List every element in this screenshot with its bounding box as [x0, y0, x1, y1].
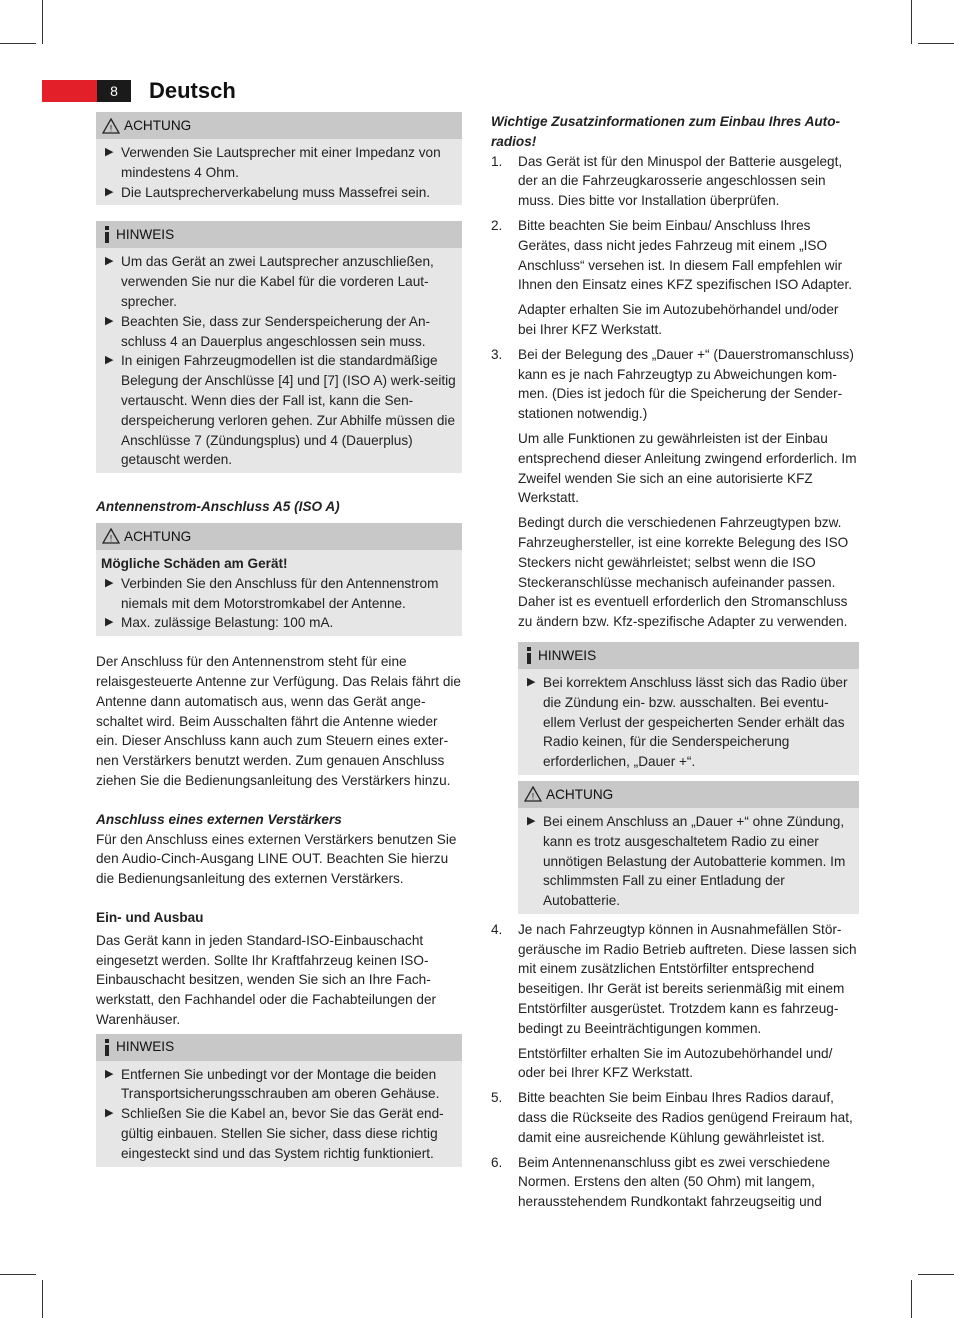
- arrow-bullet-icon: ▶: [527, 814, 536, 827]
- section-heading: Anschluss eines externen Verstärkers: [96, 811, 342, 827]
- left-column: [96, 112, 462, 1183]
- warning-triangle-icon: [102, 118, 120, 134]
- list-item: ▶ Beachten Sie, dass zur Senderspeicherung der An-schluss 4 an Dauerplus angeschlossen sein muss.: [101, 312, 457, 352]
- svg-text:!: !: [109, 533, 113, 544]
- note-box-header: [96, 221, 462, 248]
- crop-mark: [0, 43, 36, 44]
- section-heading: Wichtige Zusatzinformationen zum Einbau Ihres Auto-radios!: [491, 114, 841, 149]
- svg-text:!: !: [109, 123, 113, 133]
- box-label: ACHTUNG: [546, 786, 614, 802]
- page-title: Deutsch: [149, 78, 236, 103]
- box-label: ACHTUNG: [124, 117, 192, 133]
- warning-box: [518, 781, 859, 914]
- info-icon: [102, 1039, 112, 1056]
- arrow-bullet-icon: ▶: [105, 185, 114, 198]
- arrow-bullet-icon: ▶: [105, 1067, 114, 1080]
- warning-box-header: [518, 781, 859, 808]
- list-item: 4. Je nach Fahrzeugtyp können in Ausnahmefällen Stör-geräusche im Radio Betrieb auftreten. Diese lassen sich mit einem zusätzlichen Entstörfilter entsprechend beseitigen. Ihr Gerät ist bereits serienmäßig mit einem Entstörfilter ausgerüstet. Trotzdem kann es fahrzeug-bedingt zu Beeinträchtigungen kommen. Entstörfilter erhalten Sie im Autozubehörhandel und/ oder bei Ihrer KFZ Werkstatt.: [491, 921, 857, 1081]
- list-item: 2. Bitte beachten Sie beim Einbau/ Anschluss Ihres Gerätes, dass nicht jedes Fahrzeug mit einem „ISO Anschluss“ versehen ist. In diesem Fall empfehlen wir Ihnen den Einsatz eines KFZ spezifischen ISO Adapter. Adapter erhalten Sie im Autozubehörhandel und/oder bei Ihrer KFZ Werkstatt.: [491, 217, 852, 337]
- info-icon: [524, 647, 534, 664]
- list-item: ▶ Verbinden Sie den Anschluss für den Antennenstrom niemals mit dem Motorstromkabel der Antenne.: [101, 574, 457, 614]
- crop-mark: [918, 43, 954, 44]
- box-subtitle: Mögliche Schäden am Gerät!: [101, 555, 288, 571]
- list-item: 3. Bei der Belegung des „Dauer +“ (Dauerstromanschluss) kann es je nach Fahrzeugtyp zu Abweichungen kom-men. (Dies ist jedoch für die Speicherung der Sender-stationen notwendig.) Um alle Funktionen zu gewährleisten ist der Einbau entsprechend dieser Anleitung zwingend erforderlich. Im Zweifel wenden Sie sich an eine autorisierte KFZ Werkstatt. Bedingt durch die verschiedenen Fahrzeugtypen bzw. Fahrzeughersteller, ist eine korrekte Belegung des ISO Steckers nicht gewährleistet; selbst wenn die ISO Steckeranschlüsse mechanisch aufeinander passen. Daher ist es eventuell erforderlich den Stromanschluss zu ändern bzw. Kfz-spezifische Adapter zu verwenden.: [491, 346, 857, 630]
- box-label: HINWEIS: [116, 226, 175, 242]
- arrow-bullet-icon: ▶: [105, 1107, 114, 1120]
- section-heading: Ein- und Ausbau: [96, 909, 204, 925]
- list-item: ▶ Die Lautsprecherverkabelung muss Massefrei sein.: [101, 183, 457, 203]
- box-label: HINWEIS: [116, 1039, 175, 1055]
- crop-mark: [0, 1274, 36, 1275]
- list-item: ▶ Bei korrektem Anschluss lässt sich das Radio über die Zündung ein- bzw. ausschalten. Bei eventu-ellem Verlust der gespeicherten Sender erhält das Radio keinen, für die Senderspeicherung erforderlichen, „Dauer +“.: [523, 673, 854, 772]
- note-box: [518, 642, 859, 775]
- list-item: ▶ In einigen Fahrzeugmodellen ist die standardmäßige Belegung der Anschlüsse [4] und [7] (ISO A) werk-seitig vertauscht. Wenn dies der Fall ist, kann die Sen-derspeicherung verloren gehen. Zur Abhilfe müssen die Anschlüsse 7 (Zündungsplus) und 4 (Dauerplus) getauscht werden.: [101, 351, 457, 470]
- note-box: [96, 1034, 462, 1167]
- list-item: ▶ Um das Gerät an zwei Lautsprecher anzuschließen, verwenden Sie nur die Kabel für die vorderen Laut-sprecher.: [101, 252, 457, 311]
- list-item: 5. Bitte beachten Sie beim Einbau Ihres Radios darauf, dass die Rückseite des Radios genügend Freiraum hat, damit eine ausreichende Kühlung gewährleistet ist.: [491, 1090, 853, 1145]
- warning-box: [96, 112, 462, 205]
- box-label: ACHTUNG: [124, 528, 192, 544]
- note-box-header: [518, 642, 859, 669]
- crop-mark: [42, 0, 43, 44]
- right-column: [491, 112, 859, 1217]
- list-item: ▶ Max. zulässige Belastung: 100 mA.: [101, 613, 457, 633]
- warning-box-header: [96, 112, 462, 139]
- arrow-bullet-icon: ▶: [105, 255, 114, 268]
- list-item: 6. Beim Antennenanschluss gibt es zwei verschiedene Normen. Erstens den alten (50 Ohm) mit langem, herausstehendem Rundkontakt fahrzeugseitig und: [491, 1154, 831, 1210]
- section-heading: Antennenstrom-Anschluss A5 (ISO A): [96, 499, 340, 515]
- warning-triangle-icon: [524, 786, 542, 802]
- svg-text:!: !: [531, 791, 535, 802]
- list-item: ▶ Verwenden Sie Lautsprecher mit einer Impedanz von mindestens 4 Ohm.: [101, 143, 457, 183]
- arrow-bullet-icon: ▶: [105, 354, 114, 367]
- arrow-bullet-icon: ▶: [105, 314, 114, 327]
- box-label: HINWEIS: [538, 647, 597, 663]
- warning-box-header: [96, 523, 462, 550]
- list-item: 1. Das Gerät ist für den Minuspol der Batterie ausgelegt, der an die Fahrzeugkarosserie angeschlossen sein muss. Dies bitte vor Installation überprüfen.: [491, 153, 843, 209]
- warning-triangle-icon: [102, 528, 120, 544]
- crop-mark: [918, 1274, 954, 1275]
- paragraph: Der Anschluss für den Antennenstrom steht für eine relaisgesteuerte Antenne zur Verfügung. Das Relais fährt die Antenne dann automatisch aus, wenn das Gerät ange-schaltet wird. Beim Ausschalten fährt die Antenne wieder ein. Dieser Anschluss kann auch zum Steuern eines exter-nen Verstärkers benutzt werden. Zum genauen Anschluss ziehen Sie die Bedienungsanleitung des Verstärkers hinzu.: [96, 654, 461, 788]
- list-item: ▶ Bei einem Anschluss an „Dauer +“ ohne Zündung, kann es trotz ausgeschaltetem Radio zu einer unnötigen Belastung der Autobatterie kommen. Im schlimmsten Fall zu einer Entladung der Autobatterie.: [523, 812, 854, 911]
- note-box-header: [96, 1034, 462, 1061]
- arrow-bullet-icon: ▶: [105, 146, 114, 158]
- crop-mark: [42, 1280, 43, 1318]
- warning-box: [96, 523, 462, 636]
- info-icon: [102, 226, 112, 243]
- list-item: ▶ Schließen Sie die Kabel an, bevor Sie das Gerät end-gültig einbauen. Stellen Sie sicher, dass diese richtig eingesteckt sind und das System richtig funktioniert.: [101, 1104, 457, 1163]
- arrow-bullet-icon: ▶: [105, 616, 114, 629]
- header-accent-bar: [42, 80, 97, 102]
- arrow-bullet-icon: ▶: [105, 576, 114, 589]
- arrow-bullet-icon: ▶: [527, 675, 536, 688]
- page-number: 8: [97, 80, 131, 102]
- list-item: ▶ Entfernen Sie unbedingt vor der Montage die beiden Transportsicherungsschrauben am oberen Gehäuse.: [101, 1065, 457, 1105]
- crop-mark: [911, 0, 912, 44]
- paragraph: Das Gerät kann in jeden Standard-ISO-Einbauschacht eingesetzt werden. Sollte Ihr Kraftfahrzeug keinen ISO-Einbauschacht besitzen, wenden Sie sich an Ihre Fach-werkstatt, den Fachhandel oder die Fachabteilungen der Warenhäuser.: [96, 932, 437, 1027]
- paragraph: Für den Anschluss eines externen Verstärkers benutzen Sie den Audio-Cinch-Ausgang LINE OUT. Beachten Sie hierzu die Bedienungsanleitung des externen Verstärkers.: [96, 831, 457, 887]
- crop-mark: [911, 1280, 912, 1318]
- note-box: [96, 221, 462, 473]
